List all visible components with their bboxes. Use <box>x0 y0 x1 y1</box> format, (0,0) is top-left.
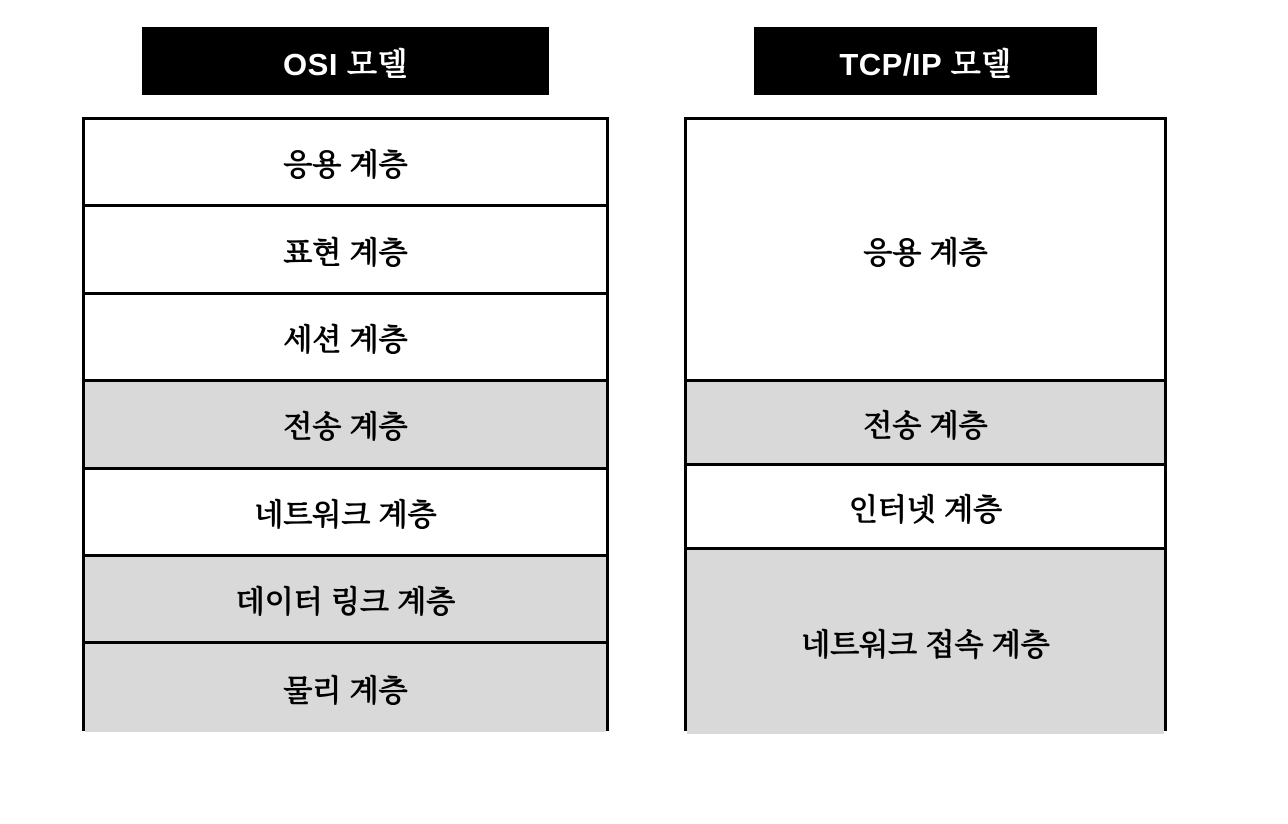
tcpip-model-title: TCP/IP 모델 <box>754 27 1097 95</box>
tcpip-layer-stack <box>684 117 1167 731</box>
tcpip-model-column <box>684 0 1167 731</box>
tcpip-layer-internet: 인터넷 계층 <box>687 466 1164 550</box>
osi-model-title: OSI 모델 <box>142 27 549 95</box>
osi-layer-transport: 전송 계층 <box>85 382 606 469</box>
tcpip-layer-transport: 전송 계층 <box>687 382 1164 466</box>
osi-layer-session: 세션 계층 <box>85 295 606 382</box>
osi-layer-physical: 물리 계층 <box>85 644 606 731</box>
osi-layer-network: 네트워크 계층 <box>85 470 606 557</box>
tcpip-layer-network-access: 네트워크 접속 계층 <box>687 550 1164 734</box>
osi-layer-data-link: 데이터 링크 계층 <box>85 557 606 644</box>
osi-layer-stack <box>82 117 609 731</box>
osi-layer-application: 응용 계층 <box>85 120 606 207</box>
osi-model-column <box>82 0 609 731</box>
osi-layer-presentation: 표현 계층 <box>85 207 606 294</box>
tcpip-layer-application: 응용 계층 <box>687 120 1164 382</box>
